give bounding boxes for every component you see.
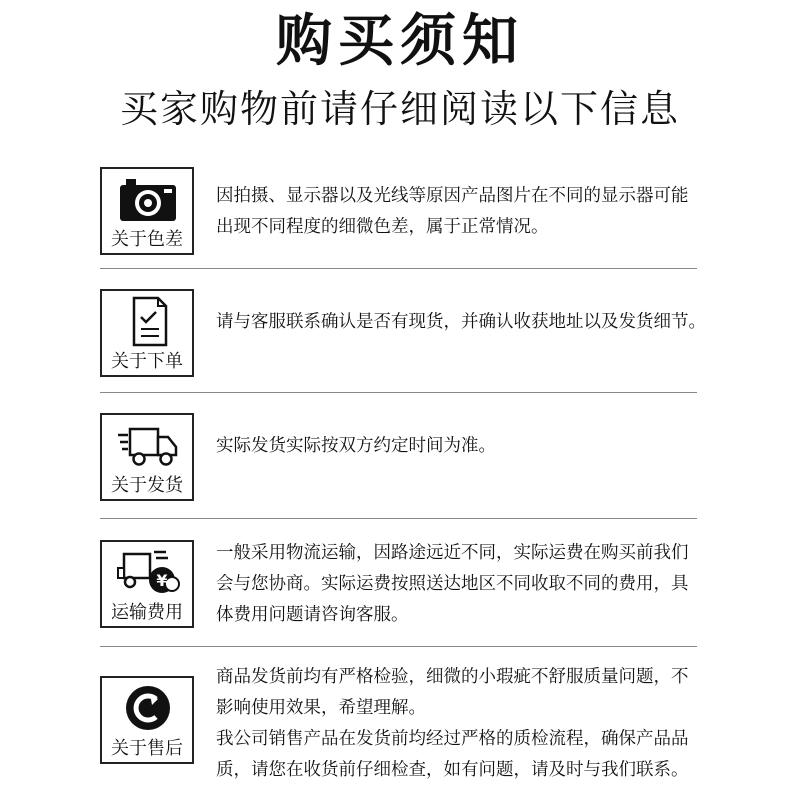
text-line: 我公司销售产品在发货前均经过严格的质检流程，确保产品品 [216, 729, 689, 749]
page-title: 购买须知 [276, 9, 524, 74]
document-check-icon [116, 295, 180, 347]
text-line: 商品发货前均有严格检验，细微的小瑕疵不舒服质量问题，不 [216, 667, 689, 687]
camera-icon [116, 173, 180, 225]
section-label: 运输费用 [111, 602, 183, 623]
truck-yen-icon [116, 546, 180, 598]
ordering-badge [100, 289, 194, 377]
color-difference-badge [100, 167, 194, 255]
section-shipping-fees [100, 540, 700, 630]
text-line: 因拍摄、显示器以及光线等原因产品图片在不同的显示器可能 [216, 186, 689, 206]
section-text [216, 662, 708, 786]
section-shipping [100, 413, 700, 503]
section-label: 关于下单 [111, 351, 183, 372]
text-line: 体费用问题请咨询客服。 [216, 605, 409, 625]
page-subtitle: 买家购物前请仔细阅读以下信息 [119, 87, 680, 131]
text-line: 影响使用效果，希望理解。 [216, 698, 426, 718]
section-text [216, 307, 708, 338]
section-color-difference [100, 167, 700, 257]
text-line: 请与客服联系确认是否有现货，并确认收获地址以及发货细节。 [216, 312, 706, 332]
section-label: 关于发货 [111, 475, 183, 496]
section-divider [100, 268, 697, 269]
section-text [216, 538, 708, 631]
section-label: 关于色差 [111, 229, 183, 250]
text-line: 出现不同程度的细微色差，属于正常情况。 [216, 217, 549, 237]
text-line: 质，请您在收货前仔细检查，如有问题，请及时与我们联系。 [216, 760, 689, 780]
shipping-badge [100, 413, 194, 501]
text-line: 实际发货实际按双方约定时间为准。 [216, 436, 496, 456]
section-divider [100, 392, 697, 393]
delivery-truck-icon [116, 419, 180, 471]
section-after-sales [100, 667, 700, 780]
after-sales-icon [116, 682, 180, 734]
section-divider [100, 518, 697, 519]
text-line: 会与您协商。实际运费按照送达地区不同收取不同的费用，具 [216, 574, 689, 594]
shipping-fees-badge [100, 540, 194, 628]
section-ordering [100, 289, 706, 379]
after-sales-badge [100, 676, 194, 764]
section-divider [100, 646, 697, 647]
section-label: 关于售后 [111, 738, 183, 759]
section-text [216, 181, 708, 243]
text-line: 一般采用物流运输，因路途远近不同，实际运费在购买前我们 [216, 543, 689, 563]
svg-text:¥: ¥ [156, 571, 168, 590]
section-text [216, 431, 708, 462]
